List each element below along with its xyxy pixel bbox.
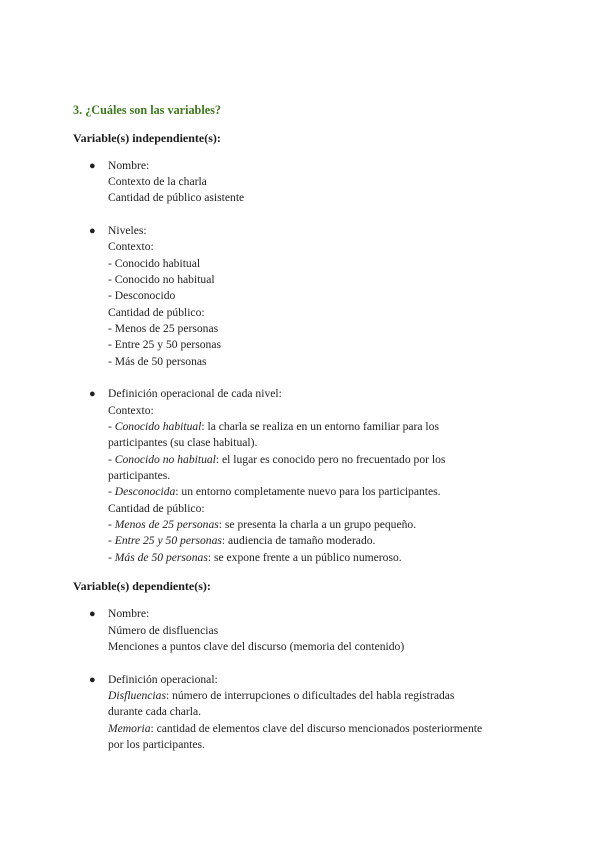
contexto-label: Contexto: [108,403,154,417]
bullet-icon: ● [89,225,96,237]
bullet-icon: ● [89,388,96,400]
definition-line-cont: participantes. [108,469,171,482]
publico-level: - Más de 50 personas [108,354,207,368]
contexto-level: - Conocido habitual [108,256,201,270]
contexto-level: - Desconocido [108,289,176,302]
definition-line-cont: participantes (su clase habitual). [108,436,258,449]
nombre-value: Menciones a puntos clave del discurso (memoria del contenido) [108,640,405,653]
definition-term: Menos de 25 personas [114,518,219,531]
section-heading: 3. ¿Cuáles son las variables? [73,103,221,117]
definition-line: - Entre 25 y 50 personas: audiencia de tamaño moderado. [108,534,376,547]
definition-term: Más de 50 personas [114,550,208,564]
definition-line: Memoria: cantidad de elementos clave del discurso mencionados posteriormente [108,721,483,735]
publico-level: - Entre 25 y 50 personas [108,338,222,351]
definition-line-cont: por los participantes. [108,738,205,751]
definition-line: - Más de 50 personas: se expone frente a un público numeroso. [108,550,402,564]
definition-term: Memoria [108,721,151,735]
definition-term: Conocido habitual [114,420,202,433]
definition-line: - Conocido habitual: la charla se realiza en un entorno familiar para los [108,420,439,433]
nombre-label: Nombre: [108,607,150,620]
definition-line: - Conocido no habitual: el lugar es conocido pero no frecuentado por los [108,452,446,466]
bullet-icon: ● [89,160,96,172]
definition-term: Conocido no habitual [114,452,216,466]
publico-label: Cantidad de público: [108,305,205,319]
definition-term: Entre 25 y 50 personas [114,534,222,547]
bullet-icon: ● [89,608,96,620]
definicion-label: Definición operacional de cada nivel: [108,387,282,400]
nombre-value: Contexto de la charla [108,175,207,188]
dependent-variables-title: Variable(s) dependiente(s): [73,579,211,593]
publico-label: Cantidad de público: [108,501,205,515]
definicion-label: Definición operacional: [108,672,218,686]
bullet-icon: ● [89,673,96,686]
nombre-value: Cantidad de público asistente [108,191,245,204]
niveles-label: Niveles: [108,224,147,237]
nombre-value: Número de disfluencias [108,623,219,637]
definition-line: Disfluencias: número de interrupciones o dificultades del habla registradas [108,689,455,702]
definition-term: Desconocida [114,485,176,498]
definition-line-cont: durante cada charla. [108,705,202,718]
definition-line: - Desconocida: un entorno completamente nuevo para los participantes. [108,485,441,498]
definition-line: - Menos de 25 personas: se presenta la charla a un grupo pequeño. [108,518,417,531]
publico-level: - Menos de 25 personas [108,322,219,335]
definition-term: Disfluencias [108,689,166,702]
nombre-label: Nombre: [108,159,150,172]
contexto-label: Contexto: [108,240,154,253]
independent-variables-title: Variable(s) independiente(s): [73,131,221,145]
contexto-level: - Conocido no habitual [108,273,215,286]
